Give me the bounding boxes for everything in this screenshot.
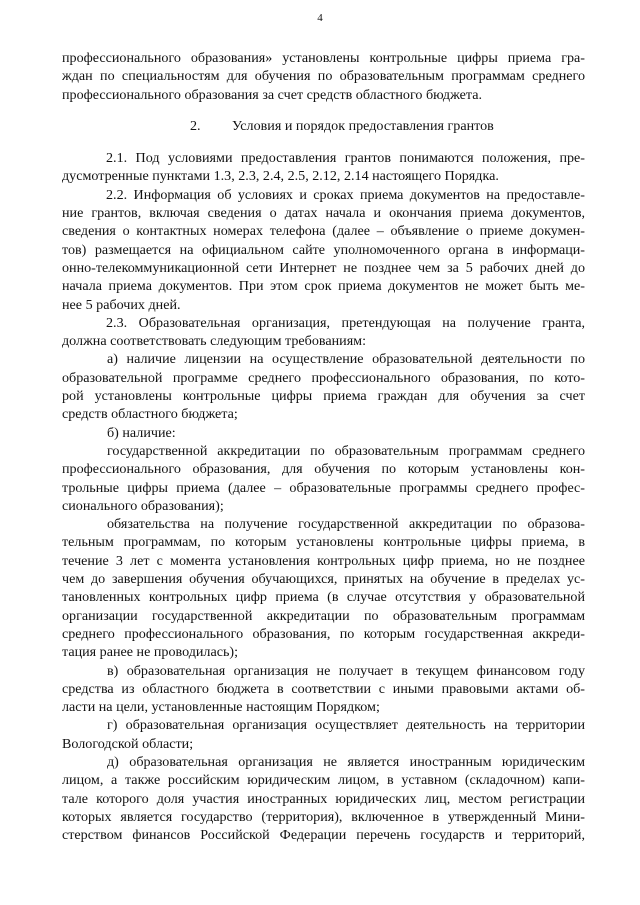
paragraph-line: течение 3 лет с момента установления контрольных цифр приема, но не позднее	[62, 552, 585, 569]
paragraph-line: 2.2. Информация об условиях и сроках приема документов на предоставле-	[106, 186, 585, 203]
paragraph-line: нее 5 рабочих дней.	[62, 296, 181, 313]
paragraph-line: сионального образования);	[62, 497, 224, 514]
paragraph-line: государственной аккредитации по образовательным программам среднего	[107, 442, 585, 459]
paragraph-line: а) наличие лицензии на осуществление образовательной деятельности по	[107, 351, 585, 368]
paragraph-line: г) образовательная организация осуществляет деятельность на территории	[107, 717, 585, 734]
section-number: 2.	[190, 117, 201, 134]
paragraph-line: Вологодской области;	[62, 735, 194, 752]
paragraph-line: в) образовательная организация не получает в текущем финансовом году	[107, 662, 585, 679]
paragraph-line: 2.3. Образовательная организация, претендующая на получение гранта,	[106, 314, 585, 331]
paragraph-line: начала приема документов. При этом срок приема документов не может быть ме-	[62, 278, 585, 295]
page-number: 4	[317, 12, 323, 24]
paragraph-line: тановленных контрольных цифр приема (в случае отсутствия у образовательной	[62, 589, 585, 606]
paragraph-line: образовательной программе среднего профессионального образования, по кото-	[62, 369, 585, 386]
paragraph-line: тале которого доля участия иностранных юридических лиц, местом регистрации	[62, 790, 585, 807]
paragraph-line: 2.1. Под условиями предоставления грантов понимаются положения, пре-	[106, 150, 585, 167]
paragraph-line: организации государственной аккредитации по образовательным программам	[62, 607, 585, 624]
paragraph-line: тельным программам, по которым установлены контрольные цифры приема, в	[62, 534, 585, 551]
text-line: ждан по специальностям для обучения по образовательным программам среднего	[62, 68, 585, 85]
paragraph-line: которых является государство (территория), включенное в утвержденный Мини-	[62, 808, 585, 825]
paragraph-line: чем до завершения обучения обучающихся, принятых на обучение в пределах ус-	[62, 571, 585, 588]
paragraph-line: дусмотренные пунктами 1.3, 2.3, 2.4, 2.5, 2.12, 2.14 настоящего Порядка.	[62, 168, 499, 185]
paragraph-line: средства из областного бюджета в соответствии с иными правовыми актами об-	[62, 680, 585, 697]
paragraph-line: сведения о контактных номерах телефона (далее – объявление о приеме докумен-	[62, 223, 585, 240]
paragraph-line: тов) размещается на официальном сайте уполномоченного органа в информаци-	[62, 241, 585, 258]
paragraph-line: среднего профессионального образования, по которым государственная аккреди-	[62, 625, 585, 642]
paragraph-line: д) образовательная организация не является иностранным юридическим	[107, 753, 585, 770]
paragraph-line: лицом, а также российским юридическим лицом, в уставном (складочном) капи-	[62, 772, 585, 789]
paragraph-line: должна соответствовать следующим требованиям:	[62, 333, 367, 350]
section-heading	[62, 117, 585, 135]
paragraph-line: стерством финансов Российской Федерации перечень государств и территорий,	[62, 827, 585, 844]
paragraph-line: трольные цифры приема (далее – образовательные программы среднего профес-	[62, 479, 585, 496]
document-text	[62, 49, 585, 844]
paragraph-line: рой установлены контрольные цифры приема граждан для обучения за счет	[62, 388, 585, 405]
paragraph-line: ласти на цели, установленные настоящим Порядком;	[62, 699, 380, 716]
paragraph-line: тация ранее не проводилась);	[62, 644, 239, 661]
paragraph-line: средств областного бюджета;	[62, 406, 238, 423]
paragraph-line: обязательства на получение государственной аккредитации по образова-	[107, 516, 585, 533]
section-title: Условия и порядок предоставления грантов	[232, 117, 494, 134]
paragraph-line: ние грантов, включая сведения о датах начала и окончания приема документов,	[62, 205, 585, 222]
paragraph-line: профессионального образования, для обучения по которым установлены кон-	[62, 461, 585, 478]
text-line: профессионального образования за счет средств областного бюджета.	[62, 86, 483, 103]
paragraph-line: б) наличие:	[107, 424, 176, 441]
text-line: профессионального образования» установлены контрольные цифры приема гра-	[62, 50, 585, 66]
paragraph-line: онно-телекоммуникационной сети Интернет не позднее чем за 5 рабочих дней до	[62, 259, 585, 276]
